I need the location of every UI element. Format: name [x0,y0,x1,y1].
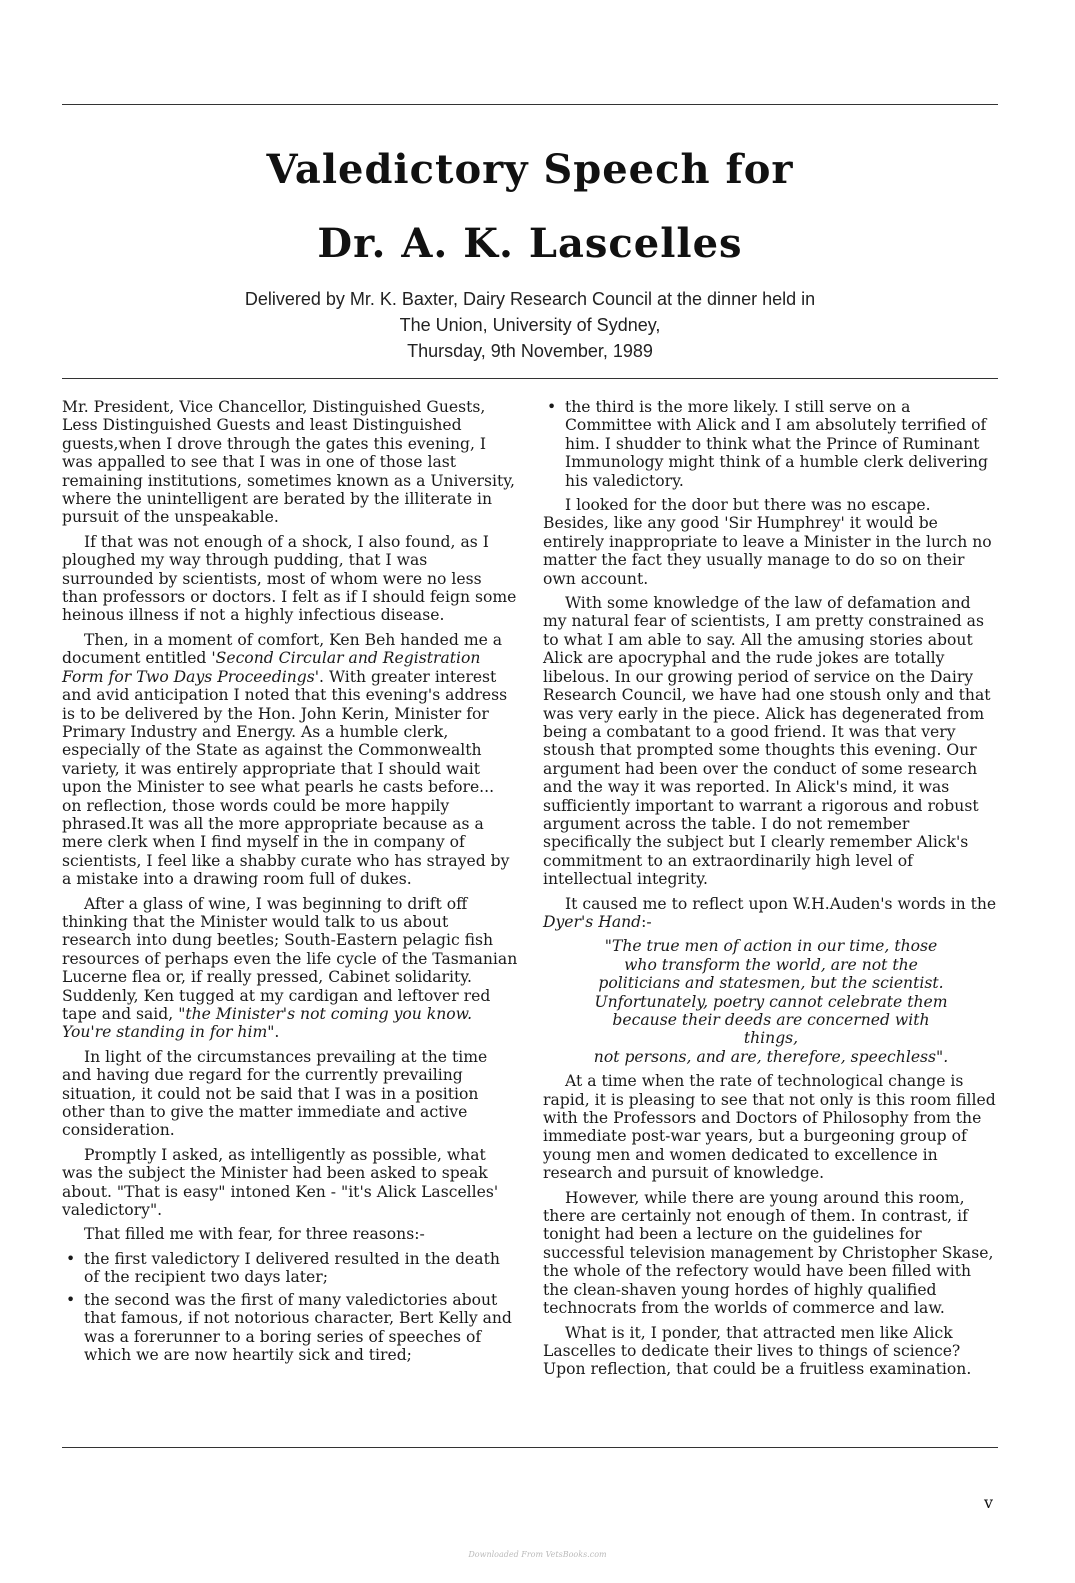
quote-line: not persons, and are, therefore, speechless". [593,1047,949,1066]
page-number: v [984,1493,994,1512]
right-column [543,398,999,1385]
paragraph-text: Then, in a moment of comfort, Ken Beh handed me a document entitled [62,630,503,668]
subtitle-line-1: Delivered by Mr. K. Baxter, Dairy Research Council at the dinner held in [244,289,816,309]
book-title: Dyer's Hand [543,912,642,931]
title-line-1: Valedictory Speech for [266,146,794,193]
quote-line: politicians and statesmen, but the scientist. [598,974,944,993]
paragraph [543,895,999,932]
left-column [62,398,518,1370]
subtitle-line-2: The Union, University of Sydney, [399,315,661,335]
reasons-list [62,1250,518,1364]
paragraph [62,895,518,1042]
paragraph-text: :- [641,912,652,931]
paragraph-text: . With greater interest and avid anticipation I noted that this evening's address is to be delivered by the Hon. John Kerin, Minister for Primary Industry and Energy. As a humble clerk, especially of the State as against the Commonwealth variety, it was entirely appropriate that I should wait upon the Minister to see what pearls he casts before... on reflection, those words could be more happily phrased.It was all the more appropriate because as a mere clerk when I find myself in the in company of scientists, I feel like a shabby curate who has strayed by a mistake into a drawing room full of dukes. [62,667,510,889]
paragraph-text: After a glass of wine, I was beginning to drift off thinking that the Minister would talk to us about research into dung beetles; South-Eastern pelagic fish resources of perhaps even the life cycle of the Tasmanian Lucerne flea or, if really pressed, Cabinet solidarity. Suddenly, Ken tugged at my cardigan and leftover red tape and said, [62,894,518,1023]
quote-line: who transform the world, are not the [624,955,918,974]
paragraph: With some knowledge of the law of defamation and my natural fear of scientists, I am pretty constrained as to what I am able to say. All the amusing stories about Alick are apocryphal and the rude jokes are totally libelous. In our growing period of service on the Dairy Research Council, we have had one stoush only and that was very early in the piece. Alick has degenerated from being a combatant to a good friend. It was that very stoush that prompted some thoughts this evening. Our argument had been over the conduct of some research and the way it was reported. In Alick's mind, it was sufficiently important to warrant a rigorous and robust argument across the table. I do not remember specifically the subject but I clearly remember Alick's commitment to an extraordinarily high level of intellectual integrity. [543,594,991,889]
paragraph: Promptly I asked, as intelligently as possible, what was the subject the Minister had been asked to speak about. "That is easy" intoned Ken - "it's Alick Lascelles' valedictory". [62,1145,499,1220]
paragraph: If that was not enough of a shock, I also found, as I ploughed my way through pudding, that I was surrounded by scientists, most of whom were no less than professors or doctors. I felt as if I should feign some heinous illness if not a highly infectious disease. [62,532,517,625]
paragraph: In light of the circumstances prevailing at the time and having due regard for the currently prevailing situation, it could not be said that I was in a position other than to give the matter immediate and active consideration. [62,1047,488,1140]
quote-line: Unfortunately, poetry cannot celebrate them [594,992,948,1011]
subtitle [62,286,998,364]
paragraph: Mr. President, Vice Chancellor, Distinguished Guests, Less Distinguished Guests and least Distinguished guests,when I drove through the gates this evening, I was appalled to see that I was in one of those last remaining institutions, sometimes known as a University, where the unintelligent are berated by the illiterate in pursuit of the unspeakable. [62,398,515,527]
paragraph-text: It caused me to reflect upon W.H.Auden's words in the [565,894,997,913]
paragraph: What is it, I ponder, that attracted men like Alick Lascelles to dedicate their lives to things of science? Upon reflection, that could be a fruitless examination. [543,1323,972,1379]
footer-watermark: Downloaded From VetsBooks.com [468,1550,607,1559]
list-item: • the first valedictory I delivered resulted in the death of the recipient two days later; [62,1250,518,1287]
paragraph: I looked for the door but there was no escape. Besides, like any good 'Sir Humphrey' it would be entirely inappropriate to leave a Minister in the lurch no matter the fact they usually manage to do so on their own account. [543,496,992,588]
paragraph: At a time when the rate of technological change is rapid, it is pleasing to see that not only is this room filled with the Professors and Doctors of Philosophy from the immediate post-war years, but a burgeoning group of young men and women dedicated to excellence in research and pursuit of knowledge. [543,1072,996,1183]
reasons-list-continued [543,398,999,490]
subtitle-line-3: Thursday, 9th November, 1989 [407,341,653,361]
paragraph: However, while there are young around this room, there are certainly not enough of them. In contrast, if tonight had been a lecture on the guidelines for successful television management by Christopher Skase, the whole of the refectory would have been filled with the clean-shaven young hordes of highly qualified technocrats from the worlds of commerce and law. [543,1188,994,1318]
quote-line: because their deeds are concerned with things, [612,1011,930,1048]
quotation: "the Minister's not coming you know. You're standing in for him" [62,1005,473,1042]
title-line-2: Dr. A. K. Lascelles [317,220,743,267]
paragraph-text: . [274,1023,280,1042]
top-rule [62,104,998,105]
paragraph [62,631,518,889]
header-divider [62,378,998,379]
auden-quote [543,937,999,1066]
quote-line: "The true men of action in our time, those [604,937,938,956]
list-item: • the third is the more likely. I still serve on a Committee with Alick and I am absolutely terrified of him. I shudder to think what the Prince of Ruminant Immunology might think of a humble clerk delivering his valedictory. [543,398,999,490]
list-item: • the second was the first of many valedictories about that famous, if not notorious character, Bert Kelly and was a forerunner to a boring series of speeches of which we are now heartily sick and tired; [62,1291,518,1365]
paragraph: That filled me with fear, for three reasons:- [84,1225,425,1244]
bottom-rule [62,1447,998,1448]
document-title: 'Second Circular and Registration Form for Two Days Proceedings' [62,649,481,686]
